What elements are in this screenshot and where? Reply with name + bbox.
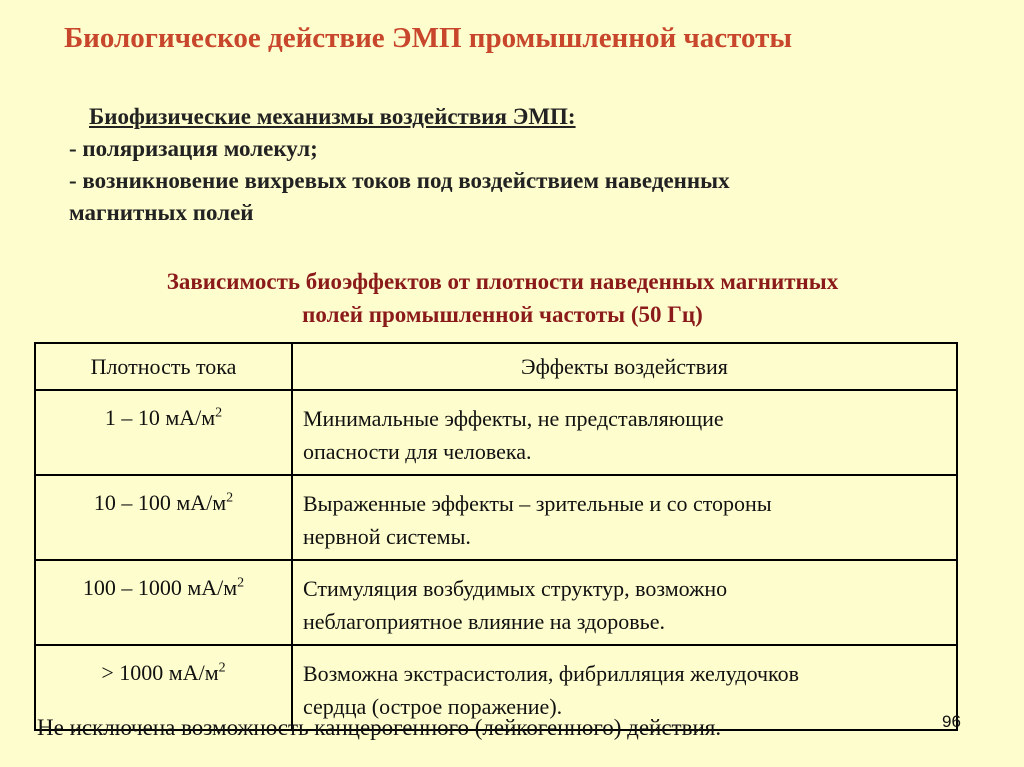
slide-title: Биологическое действие ЭМП промышленной частоты	[64, 22, 793, 54]
table-row	[35, 475, 957, 560]
effects-table	[34, 342, 958, 731]
mechanisms-heading: Биофизические механизмы воздействия ЭМП:	[89, 104, 576, 129]
effect-cell: Стимуляция возбудимых структур, возможно неблагоприятное влияние на здоровье.	[292, 560, 957, 645]
column-header-effects: Эффекты воздействия	[292, 343, 957, 390]
footer-note: Не исключена возможность канцерогенного (лейкогенного) действия.	[37, 715, 722, 740]
mechanisms-block	[69, 101, 969, 229]
table-caption	[40, 265, 965, 331]
table-row	[35, 560, 957, 645]
mechanism-item: - поляризация молекул;	[69, 136, 318, 161]
effect-cell: Минимальные эффекты, не представляющие опасности для человека.	[292, 390, 957, 475]
table-header-row	[35, 343, 957, 390]
density-cell: > 1000 $мА/м^2$	[35, 645, 292, 730]
density-cell: 10 – 100 $мА/м^2$	[35, 475, 292, 560]
mechanism-item: магнитных полей	[69, 200, 254, 225]
page-number: 96	[942, 712, 961, 731]
mechanism-item: - возникновение вихревых токов под воздействием наведенных	[69, 168, 730, 193]
table-row	[35, 390, 957, 475]
table-caption-line: полей промышленной частоты (50 Гц)	[302, 302, 703, 327]
effect-cell: Выраженные эффекты – зрительные и со стороны нервной системы.	[292, 475, 957, 560]
table-caption-line: Зависимость биоэффектов от плотности наведенных магнитных	[166, 269, 839, 294]
column-header-density: Плотность тока	[35, 343, 292, 390]
density-cell: 100 – 1000 $мА/м^2$	[35, 560, 292, 645]
density-cell: 1 – 10 $мА/м^2$	[35, 390, 292, 475]
effect-cell: Возможна экстрасистолия, фибрилляция желудочков сердца (острое поражение).	[292, 645, 957, 730]
